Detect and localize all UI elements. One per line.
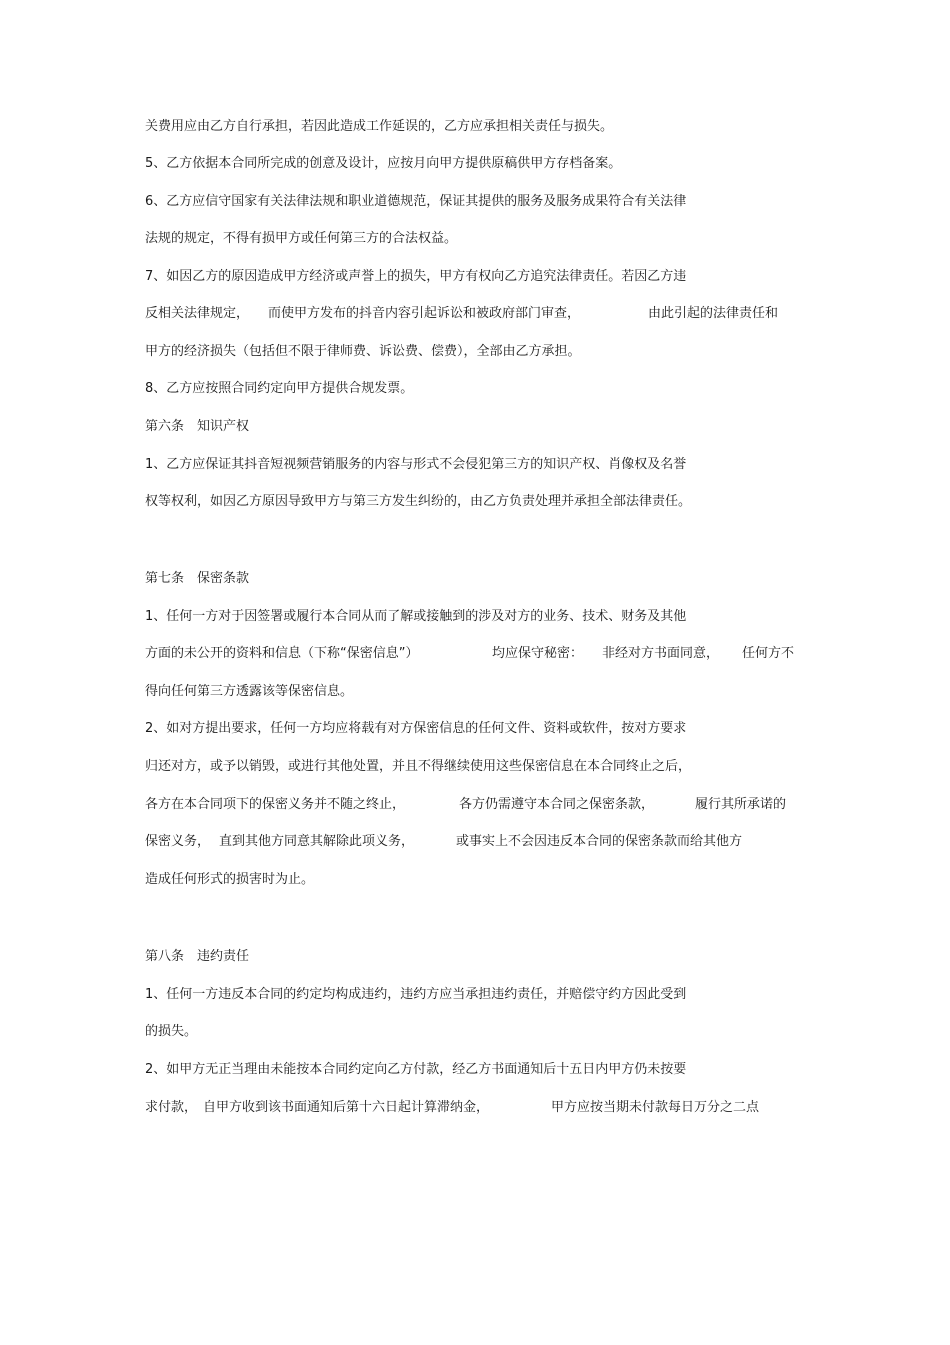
text-line [145,419,845,435]
text-line [145,949,845,965]
text-segment: 方面的未公开的资料和信息（下称“保密信息”） [145,646,419,661]
text-segment: 法规的规定，不得有损甲方或任何第三方的合法权益。 [145,231,458,246]
text-segment: 求付款， [145,1100,198,1115]
text-segment: 第六条 知识产权 [145,419,250,434]
text-segment: 自甲方收到该书面通知后第十六日起计算滞纳金， [203,1100,490,1115]
text-line [145,571,845,587]
text-line [145,609,845,625]
text-segment: 第八条 违约责任 [145,949,250,964]
text-line [145,269,845,285]
text-segment: 2、如对方提出要求，任何一方均应将载有对方保密信息的任何文件、资料或软件，按对方要求 [145,721,687,736]
text-segment: 造成任何形式的损害时为止。 [145,872,315,887]
text-line [145,194,845,210]
text-segment: 或事实上不会因违反本合同的保密条款而给其他方 [456,834,743,849]
text-segment: 保密义务， [145,834,211,849]
text-segment: 1、任何一方违反本合同的约定均构成违约，违约方应当承担违约责任，并赔偿守约方因此受到 [145,987,687,1002]
text-segment: 非经对方书面同意， [602,646,720,661]
text-line [145,872,845,888]
text-line [145,344,845,360]
text-line [145,119,845,135]
text-line [145,797,845,813]
text-segment: 直到其他方同意其解除此项义务， [219,834,415,849]
text-segment: 6、乙方应信守国家有关法律法规和职业道德规范，保证其提供的服务及服务成果符合有关法律 [145,194,687,209]
text-segment: 得向任何第三方透露该等保密信息。 [145,684,354,699]
text-segment: 1、任何一方对于因签署或履行本合同从而了解或接触到的涉及对方的业务、技术、财务及其他 [145,609,687,624]
text-segment: 5、乙方依据本合同所完成的创意及设计，应按月向甲方提供原稿供甲方存档备案。 [145,156,622,171]
text-segment: 均应保守秘密： [492,646,584,661]
text-segment: 的损失。 [145,1024,198,1039]
text-line [145,306,845,322]
text-line [145,834,845,850]
text-segment: 7、如因乙方的原因造成甲方经济或声誉上的损失，甲方有权向乙方追究法律责任。若因乙方违 [145,269,687,284]
text-line [145,684,845,700]
text-line [145,156,845,172]
text-segment: 甲方应按当期未付款每日万分之二点 [551,1100,760,1115]
text-segment: 各方仍需遵守本合同之保密条款， [459,797,655,812]
text-line [145,1062,845,1078]
text-segment: 权等权利，如因乙方原因导致甲方与第三方发生纠纷的，由乙方负责处理并承担全部法律责任。 [145,494,692,509]
text-segment: 关费用应由乙方自行承担，若因此造成工作延误的，乙方应承担相关责任与损失。 [145,119,614,134]
text-line [145,721,845,737]
text-line [145,646,845,662]
text-line [145,1024,845,1040]
text-line [145,987,845,1003]
text-segment: 归还对方，或予以销毁，或进行其他处置，并且不得继续使用这些保密信息在本合同终止之后， [145,759,692,774]
text-segment: 甲方的经济损失（包括但不限于律师费、诉讼费、偿费），全部由乙方承担。 [145,344,581,359]
text-segment: 第七条 保密条款 [145,571,250,586]
text-segment: 8、乙方应按照合同约定向甲方提供合规发票。 [145,381,414,396]
text-segment: 由此引起的法律责任和 [648,306,779,321]
text-line [145,381,845,397]
text-line [145,494,845,510]
text-segment: 而使甲方发布的抖音内容引起诉讼和被政府部门审查， [268,306,581,321]
text-segment: 任何方不 [742,646,795,661]
text-segment: 1、乙方应保证其抖音短视频营销服务的内容与形式不会侵犯第三方的知识产权、肖像权及名誉 [145,457,687,472]
text-segment: 各方在本合同项下的保密义务并不随之终止， [145,797,406,812]
text-line [145,1100,845,1116]
text-line [145,457,845,473]
text-segment: 2、如甲方无正当理由未能按本合同约定向乙方付款，经乙方书面通知后十五日内甲方仍未按要 [145,1062,687,1077]
text-line [145,759,845,775]
text-segment: 反相关法律规定， [145,306,250,321]
text-segment: 履行其所承诺的 [695,797,787,812]
text-line [145,231,845,247]
